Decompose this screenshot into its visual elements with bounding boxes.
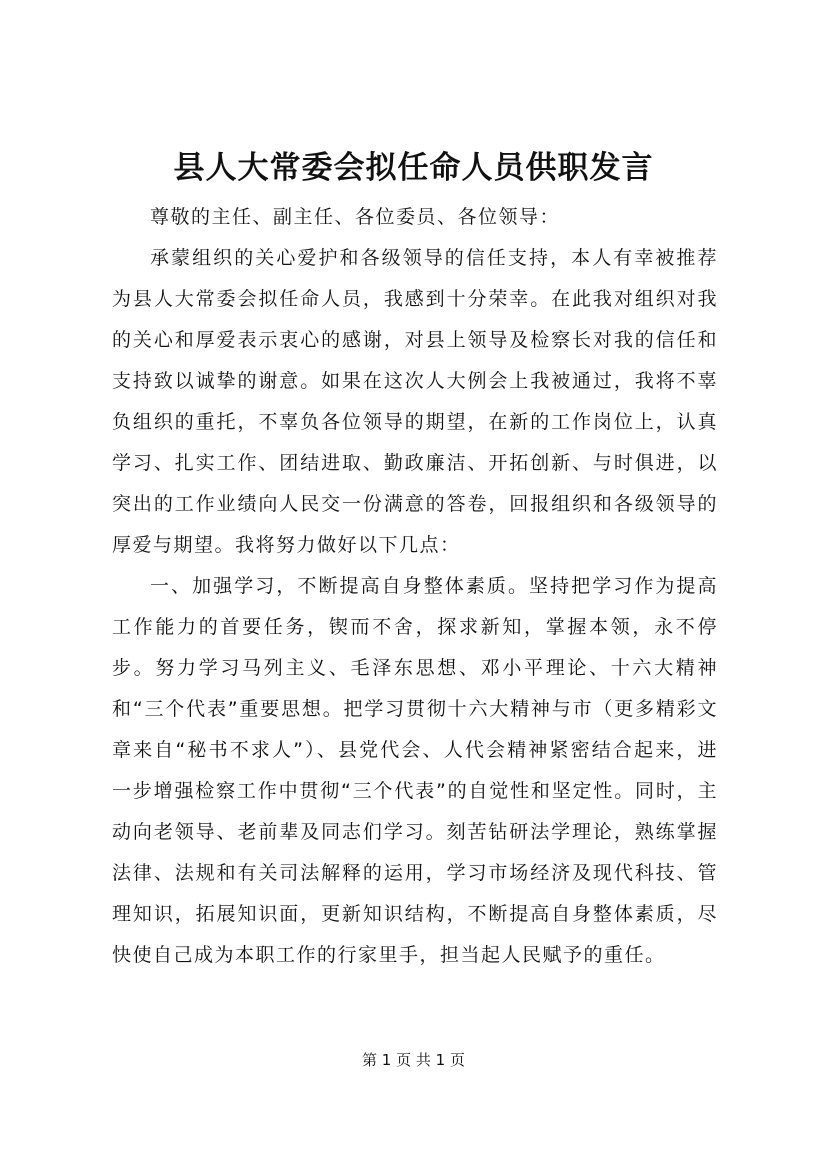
paragraph-1: 承蒙组织的关心爱护和各级领导的信任支持，本人有幸被推荐为县人大常委会拟任命人员，我感到十分荣幸。在此我对组织对我的关心和厚爱表示衷心的感谢，对县上领导及检察长对我的信任和支持致以诚挚的谢意。如果在这次人大例会上我被通过，我将不辜负组织的重托，不辜负各位领导的期望，在新的工作岗位上，认真学习、扎实工作、团结进取、勤政廉洁、开拓创新、与时俱进，以突出的工作业绩向人民交一份满意的答卷，回报组织和各级领导的厚爱与期望。我将努力做好以下几点： [112,247,718,556]
page-footer: 第 1 页 共 1 页 [362,1051,465,1069]
paragraph-2: 一、加强学习，不断提高自身整体素质。坚持把学习作为提高工作能力的首要任务，锲而不舍，探求新知，掌握本领，永不停步。努力学习马列主义、毛泽东思想、邓小平理论、十六大精神和“三个代表”重要思想。把学习贯彻十六大精神与市（更多精彩文章来自“秘书不求人”）、县党代会、人代会精神紧密结合起来，进一步增强检察工作中贯彻“三个代表”的自觉性和坚定性。同时，主动向老领导、老前辈及同志们学习。刻苦钻研法学理论，熟练掌握法律、法规和有关司法解释的运用，学习市场经济及现代科技、管理知识，拓展知识面，更新知识结构，不断提高自身整体素质，尽快使自己成为本职工作的行家里手，担当起人民赋予的重任。 [112,575,718,966]
document-body [112,197,718,976]
salutation: 尊敬的主任、副主任、各位委员、各位领导： [150,206,561,228]
document-title: 县人大常委会拟任命人员供职发言 [173,150,654,186]
